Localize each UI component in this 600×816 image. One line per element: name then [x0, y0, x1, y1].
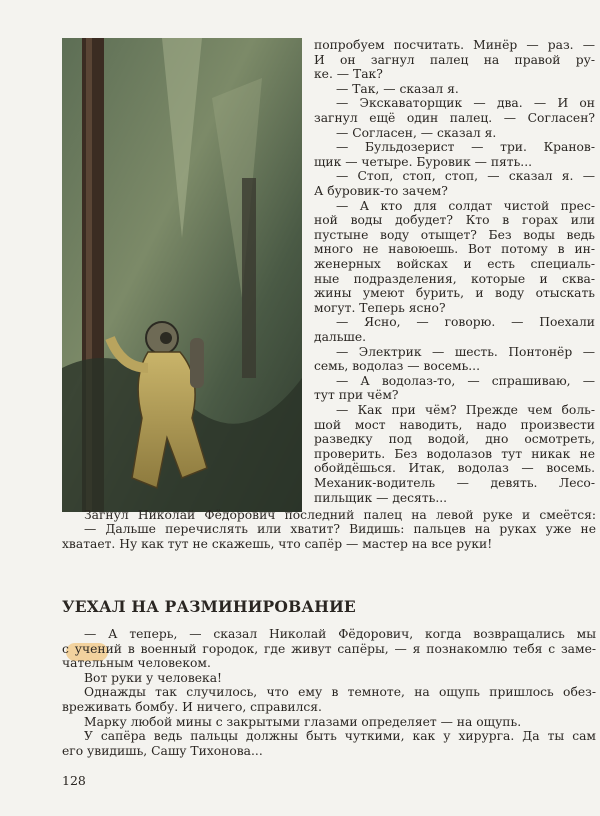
text-line: попробуем посчитать. Минёр — раз. —	[314, 38, 595, 52]
text-line: щик — четыре. Буровик — пять...	[314, 154, 533, 169]
text-line: — Бульдозерист — три. Кранов-	[336, 140, 595, 155]
text-line: Вот руки у человека!	[84, 670, 222, 685]
text-line: ке. — Так?	[314, 67, 383, 82]
text-line: И он загнул палец на правой ру-	[314, 52, 595, 67]
diver-illustration	[62, 38, 302, 512]
text-line: обойдёшься. Итак, водолаз — восемь.	[314, 461, 595, 476]
text-line: — А кто для солдат чистой прес-	[336, 198, 595, 213]
text-line: загнул ещё один палец. — Согласен?	[314, 111, 595, 125]
text-line: — Дальше перечислять или хватит? Видишь: пальцев на руках уже не	[84, 522, 596, 537]
text-line: разведку под водой, дно осмотреть,	[314, 432, 595, 447]
text-line: Марку любой мины с закрытыми глазами определяет — на ощупь.	[84, 714, 522, 729]
text-line: много не навоюешь. Вот потому в ин-	[314, 242, 595, 257]
section-heading: УЕХАЛ НА РАЗМИНИРОВАНИЕ	[62, 597, 356, 616]
page-number: 128	[62, 773, 86, 788]
text-line: ные подразделения, которые и сква-	[314, 271, 595, 286]
text-line: могут. Теперь ясно?	[314, 300, 446, 315]
text-line: семь, водолаз — восемь...	[314, 359, 480, 374]
text-line: жины умеют бурить, и воду отыскать	[314, 286, 595, 301]
text-line: — А водолаз-то, — спрашиваю, —	[336, 373, 595, 388]
text-line: Механик-водитель — девять. Лесо-	[314, 476, 595, 490]
text-line: пустыне воду отыщет? Без воды ведь	[314, 227, 595, 242]
text-line: — Согласен, — сказал я.	[336, 125, 497, 140]
text-line: — А теперь, — сказал Николай Фёдорович, когда возвращались мы	[84, 627, 596, 641]
text-line: тут при чём?	[314, 388, 399, 403]
text-line: шой мост наводить, надо произвести	[314, 417, 595, 432]
text-line: Загнул Николай Фёдорович последний палец на левой руке и смеётся:	[84, 508, 596, 522]
text-line: женерных войсках и есть специаль-	[314, 257, 595, 271]
text-line: — Так, — сказал я.	[336, 81, 459, 96]
text-line: пильщик — десять...	[314, 490, 448, 505]
text-line: с учений в военный городок, где живут сапёры, — я познакомлю тебя с заме-	[62, 641, 596, 656]
text-line: Однажды так случилось, что ему в темноте, на ощупь пришлось обез-	[84, 685, 596, 700]
text-line: — Ясно, — говорю. — Поехали	[336, 315, 595, 330]
text-line: его увидишь, Сашу Тихонова...	[62, 743, 263, 758]
text-line: А буровик-то зачем?	[314, 184, 448, 198]
text-line: У сапёра ведь пальцы должны быть чуткими, как у хирурга. Да ты сам	[84, 729, 596, 744]
text-line: ной воды добудет? Кто в горах или	[314, 213, 595, 228]
text-line: — Стоп, стоп, стоп, — сказал я. —	[336, 169, 595, 184]
text-line: — Как при чём? Прежде чем боль-	[336, 403, 595, 417]
text-line: — Электрик — шесть. Понтонёр —	[336, 344, 595, 359]
text-line: вреживать бомбу. И ничего, справился.	[62, 700, 322, 714]
text-line: чательным человеком.	[62, 656, 211, 671]
text-line: дальше.	[314, 330, 367, 344]
text-line: проверить. Без водолазов тут никак не	[314, 446, 595, 461]
text-line: — Экскаваторщик — два. — И он	[336, 96, 595, 111]
text-line: хватает. Ну как тут не скажешь, что сапёр — мастер на все руки!	[62, 536, 493, 551]
